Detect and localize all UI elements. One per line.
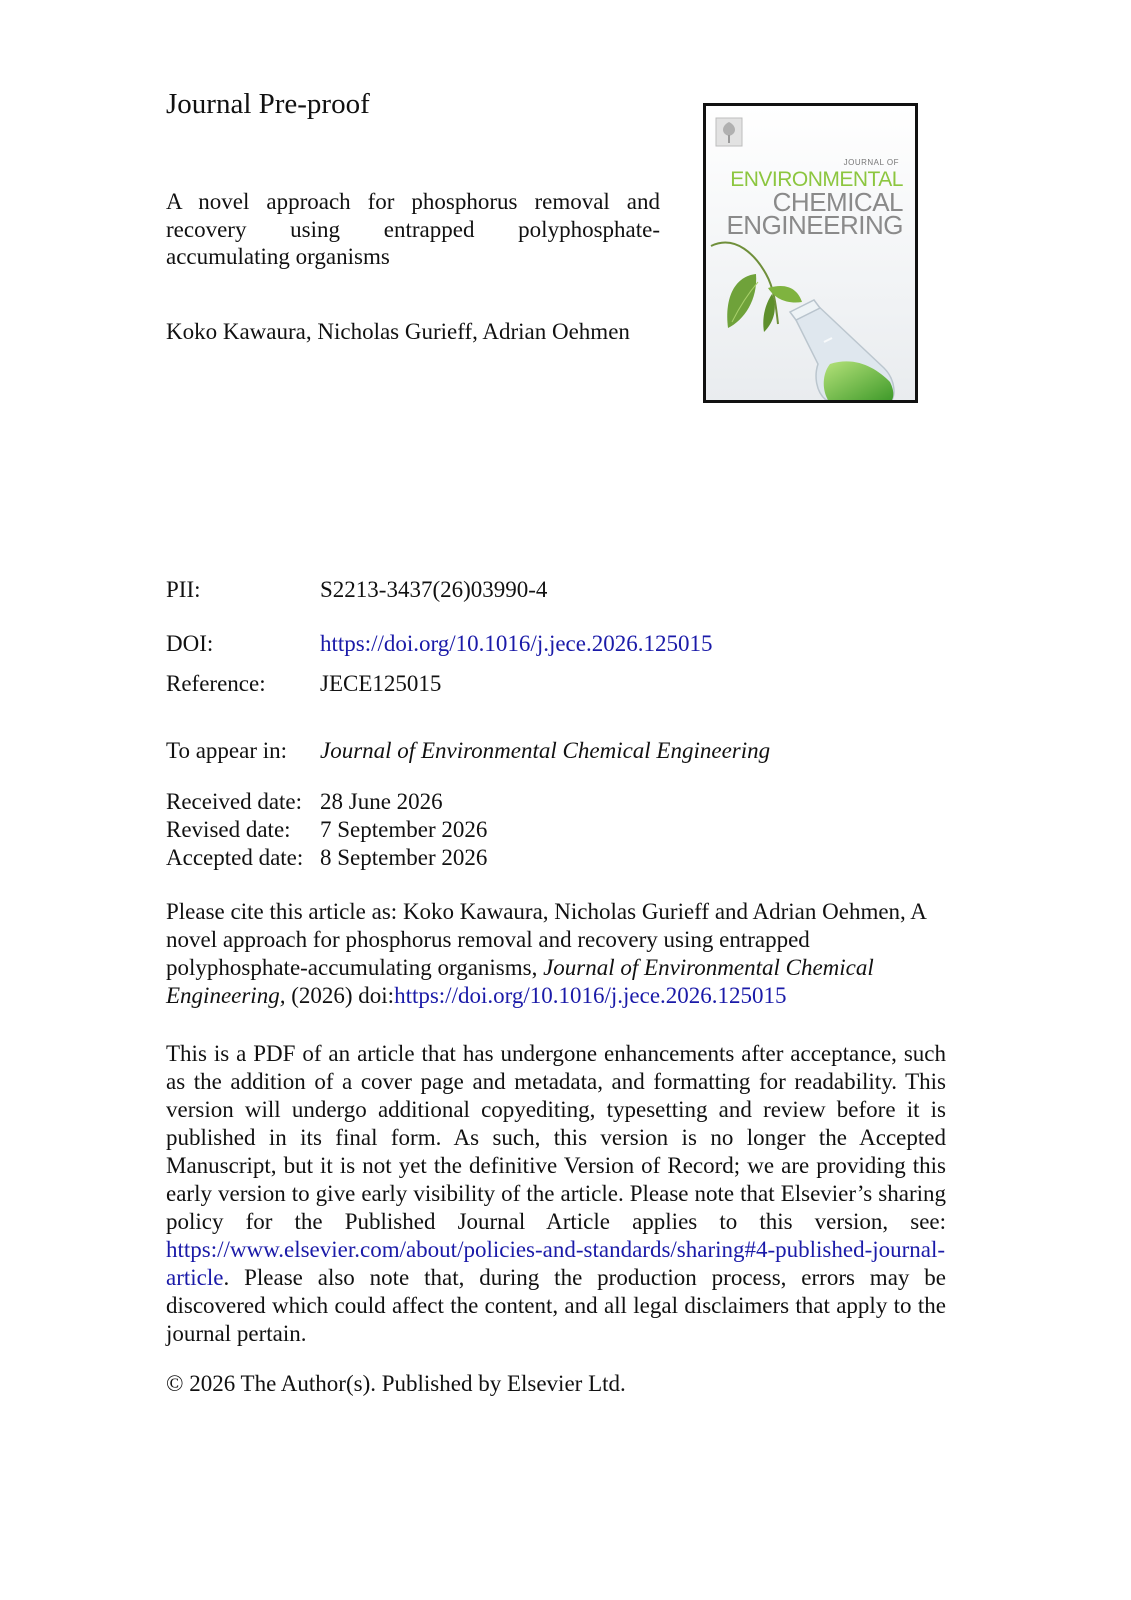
disclaimer-text-end: . Please also note that, during the production process, errors may be discovered which could affect the content, and all legal disclaimers that apply to the journal pertain. <box>166 1265 946 1346</box>
copyright-notice: © 2026 The Author(s). Published by Elsevier Ltd. <box>166 1371 626 1396</box>
doi-link[interactable]: https://doi.org/10.1016/j.jece.2026.125015 <box>320 631 713 656</box>
accepted-label: Accepted date: <box>166 845 304 870</box>
article-title: A novel approach for phosphorus removal and recovery using entrapped polyphosphate-accumulating organisms <box>166 189 660 269</box>
cover-environmental: ENVIRONMENTAL <box>730 168 903 191</box>
citation-year: (2026) doi: <box>285 983 395 1008</box>
accepted-value: 8 September 2026 <box>320 845 488 870</box>
cover-engineering: ENGINEERING <box>726 210 903 240</box>
appear-in-value: Journal of Environmental Chemical Engineering <box>320 738 771 763</box>
article-authors: Koko Kawaura, Nicholas Gurieff, Adrian Oehmen <box>166 319 630 344</box>
citation-journal: Journal of Environmental Chemical Engineering, <box>166 955 874 1008</box>
sharing-policy-link[interactable]: https://www.elsevier.com/about/policies-and-standards/sharing#4-published-journal-article <box>166 1237 946 1290</box>
citation-text: Please cite this article as: Koko Kawaura, Nicholas Gurieff and Adrian Oehmen, A novel approach for phosphorus removal and recovery using entrapped polyphosphate-accumulating organisms, <box>166 899 926 980</box>
revised-value: 7 September 2026 <box>320 817 488 842</box>
appear-in-label: To appear in: <box>166 738 288 763</box>
citation-doi-link[interactable]: https://doi.org/10.1016/j.jece.2026.125015 <box>394 983 787 1008</box>
leaf-and-flask-icon <box>706 106 915 400</box>
journal-cover-image <box>703 103 918 403</box>
journal-pre-proof-label: Journal Pre-proof <box>166 88 370 120</box>
revised-label: Revised date: <box>166 817 291 842</box>
cover-journal-of: JOURNAL OF <box>843 158 899 167</box>
pii-label: PII: <box>166 577 201 602</box>
elsevier-tree-logo-icon <box>716 118 742 146</box>
cover-chemical: CHEMICAL <box>772 187 903 217</box>
disclaimer-paragraph <box>166 1040 946 1348</box>
citation-paragraph <box>166 898 946 1010</box>
doi-label: DOI: <box>166 631 214 656</box>
received-value: 28 June 2026 <box>320 789 443 814</box>
disclaimer-text: This is a PDF of an article that has undergone enhancements after acceptance, such as the addition of a cover page and metadata, and formatting for readability. This version will undergo additional copyediting, typesetting and review before it is published in its final form. As such, this version is no longer the Accepted Manuscript, but it is not yet the definitive Version of Record; we are providing this early version to give early visibility of the article. Please note that Elsevier’s sharing policy for the Published Journal Article applies to this version, see: <box>166 1041 946 1234</box>
received-label: Received date: <box>166 789 303 814</box>
pii-value: S2213-3437(26)03990-4 <box>320 577 548 602</box>
reference-label: Reference: <box>166 671 266 696</box>
reference-value: JECE125015 <box>320 671 442 696</box>
